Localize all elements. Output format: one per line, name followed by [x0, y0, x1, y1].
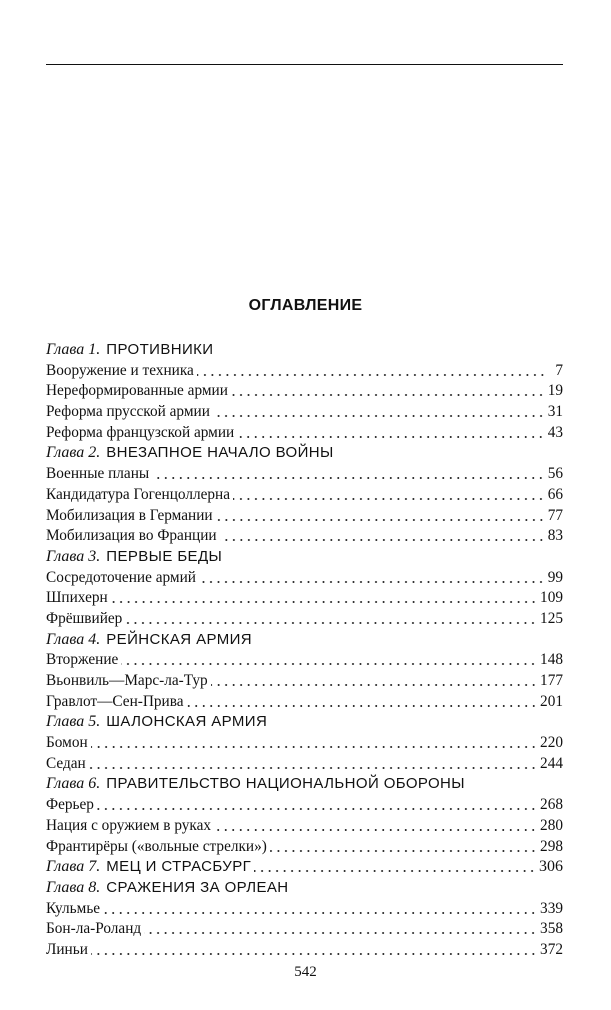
entry-title: Кульмье [46, 899, 101, 917]
entry-page-number: 244 [540, 754, 563, 772]
entry-page-number: 77 [547, 506, 563, 524]
entry-title: Бомон [46, 734, 88, 752]
toc-entry[interactable] [46, 609, 563, 630]
entry-page-number: 109 [540, 589, 563, 607]
chapter-label: Глава 7. [46, 858, 101, 876]
entry-page-number: 177 [540, 672, 563, 689]
entry-page-number: 268 [540, 796, 563, 814]
chapter-label: Глава 1. [46, 341, 101, 358]
chapter-label: Глава 8. [46, 878, 101, 896]
top-rule [46, 64, 563, 65]
dot-leader [233, 496, 545, 502]
entry-page-number: 358 [540, 920, 563, 938]
toc-entry[interactable] [46, 671, 563, 692]
toc-entry[interactable] [46, 568, 563, 589]
dot-leader [237, 434, 544, 440]
dot-leader [89, 765, 537, 771]
chapter-label: Глава 5. [46, 713, 101, 731]
entry-title: Вооружение и техника [46, 361, 194, 379]
entry-title: Мобилизация в Германии [46, 506, 213, 524]
entry-page-number: 372 [540, 940, 563, 958]
toc-entry[interactable] [46, 423, 563, 444]
dot-leader [121, 661, 537, 667]
toc-entry[interactable] [46, 526, 563, 547]
entry-page-number: 43 [547, 423, 563, 441]
toc-chapter-heading[interactable] [46, 712, 563, 733]
page-number: 542 [294, 964, 317, 980]
toc-chapter-heading[interactable] [46, 774, 563, 795]
toc-entry[interactable] [46, 506, 563, 527]
toc-entry[interactable] [46, 464, 563, 485]
entry-page-number: 280 [540, 816, 563, 834]
entry-title: Нереформированные армии [46, 382, 228, 400]
dot-leader [144, 930, 537, 936]
dot-leader [254, 868, 536, 874]
entry-page-number: 298 [540, 837, 563, 855]
entry-page-number: 56 [547, 465, 563, 483]
dot-leader [216, 517, 545, 523]
toc-entry[interactable] [46, 816, 563, 837]
toc-entry[interactable] [46, 795, 563, 816]
entry-title: Франтирёры («вольные стрелки») [46, 837, 267, 855]
chapter-title: МЕЦ И СТРАСБУРГ [106, 858, 252, 876]
entry-page-number: 7 [555, 361, 563, 379]
entry-title: Военные планы [46, 465, 150, 483]
entry-page-number: 19 [547, 382, 563, 400]
dot-leader [125, 620, 537, 626]
entry-page-number: 31 [547, 403, 563, 421]
chapter-title: РЕЙНСКАЯ АРМИЯ [106, 630, 253, 648]
toc-entry[interactable] [46, 381, 563, 402]
chapter-title: ПРОТИВНИКИ [106, 341, 214, 358]
entry-page-number: 99 [547, 568, 563, 586]
entry-page-number: 220 [540, 734, 563, 752]
entry-title: Бон-ла-Роланд [46, 920, 142, 938]
toc-entry[interactable] [46, 733, 563, 754]
toc-entry[interactable] [46, 754, 563, 775]
dot-leader [231, 392, 545, 398]
entry-page-number: 83 [547, 527, 563, 545]
chapter-title: ВНЕЗАПНОЕ НАЧАЛО ВОЙНЫ [106, 444, 334, 462]
entry-title: Вторжение [46, 651, 119, 669]
entry-page-number: 306 [539, 858, 563, 876]
chapter-label: Глава 2. [46, 444, 101, 462]
entry-page-number: 125 [540, 609, 563, 627]
toc-entry[interactable] [46, 361, 563, 382]
toc-entry[interactable] [46, 588, 563, 609]
dot-leader [211, 682, 537, 688]
toc-entry[interactable] [46, 940, 563, 961]
dot-leader [220, 537, 545, 543]
dot-leader [270, 848, 537, 854]
chapter-label: Глава 4. [46, 630, 101, 648]
toc-entry[interactable] [46, 899, 563, 920]
chapter-title: ПРАВИТЕЛЬСТВО НАЦИОНАЛЬНОЙ ОБОРОНЫ [106, 775, 465, 793]
entry-title: Реформа прусской армии [46, 403, 210, 421]
toc-title: ОГЛАВЛЕНИЕ [248, 297, 363, 314]
dot-leader [214, 827, 537, 833]
toc-entry[interactable] [46, 692, 563, 713]
toc-chapter-heading[interactable] [46, 547, 563, 568]
toc-entry[interactable] [46, 837, 563, 858]
entry-page-number: 339 [540, 899, 563, 917]
dot-leader [111, 599, 537, 605]
chapter-label: Глава 3. [46, 547, 101, 565]
dot-leader [97, 806, 537, 812]
dot-leader [197, 372, 546, 378]
dot-leader [103, 910, 537, 916]
entry-title: Нация с оружием в руках [46, 816, 212, 834]
entry-title: Сосредоточение армий [46, 568, 196, 586]
toc-chapter-heading[interactable] [46, 443, 563, 464]
entry-title: Линьи [46, 940, 88, 958]
entry-title: Гравлот—Сен-Прива [46, 692, 184, 710]
toc-chapter-heading[interactable] [46, 878, 563, 899]
chapter-title: СРАЖЕНИЯ ЗА ОРЛЕАН [106, 878, 289, 896]
toc-chapter-heading[interactable] [46, 340, 563, 361]
table-of-contents [46, 340, 563, 961]
dot-leader [91, 951, 537, 957]
toc-entry[interactable] [46, 919, 563, 940]
toc-chapter-heading[interactable] [46, 857, 563, 878]
chapter-label: Глава 6. [46, 775, 101, 793]
chapter-title: ПЕРВЫЕ БЕДЫ [106, 547, 223, 565]
dot-leader [213, 413, 545, 419]
entry-title: Ферьер [46, 796, 94, 814]
toc-chapter-heading[interactable] [46, 630, 563, 651]
toc-entry[interactable] [46, 402, 563, 423]
entry-title: Фрёшвийер [46, 609, 123, 627]
entry-title: Кандидатура Гогенцоллерна [46, 485, 231, 503]
entry-title: Вьонвиль—Марс-ла-Тур [46, 672, 208, 689]
entry-title: Шпихерн [46, 589, 108, 607]
entry-page-number: 148 [540, 651, 563, 669]
dot-leader [199, 579, 545, 585]
toc-entry[interactable] [46, 650, 563, 671]
entry-page-number: 201 [540, 692, 563, 710]
entry-page-number: 66 [547, 485, 563, 503]
dot-leader [91, 744, 537, 750]
chapter-title: ШАЛОНСКАЯ АРМИЯ [106, 713, 268, 731]
dot-leader [152, 475, 545, 481]
entry-title: Седан [46, 754, 86, 772]
entry-title: Мобилизация во Франции [46, 527, 217, 545]
entry-title: Реформа французской армии [46, 423, 235, 441]
toc-entry[interactable] [46, 485, 563, 506]
dot-leader [187, 703, 537, 709]
